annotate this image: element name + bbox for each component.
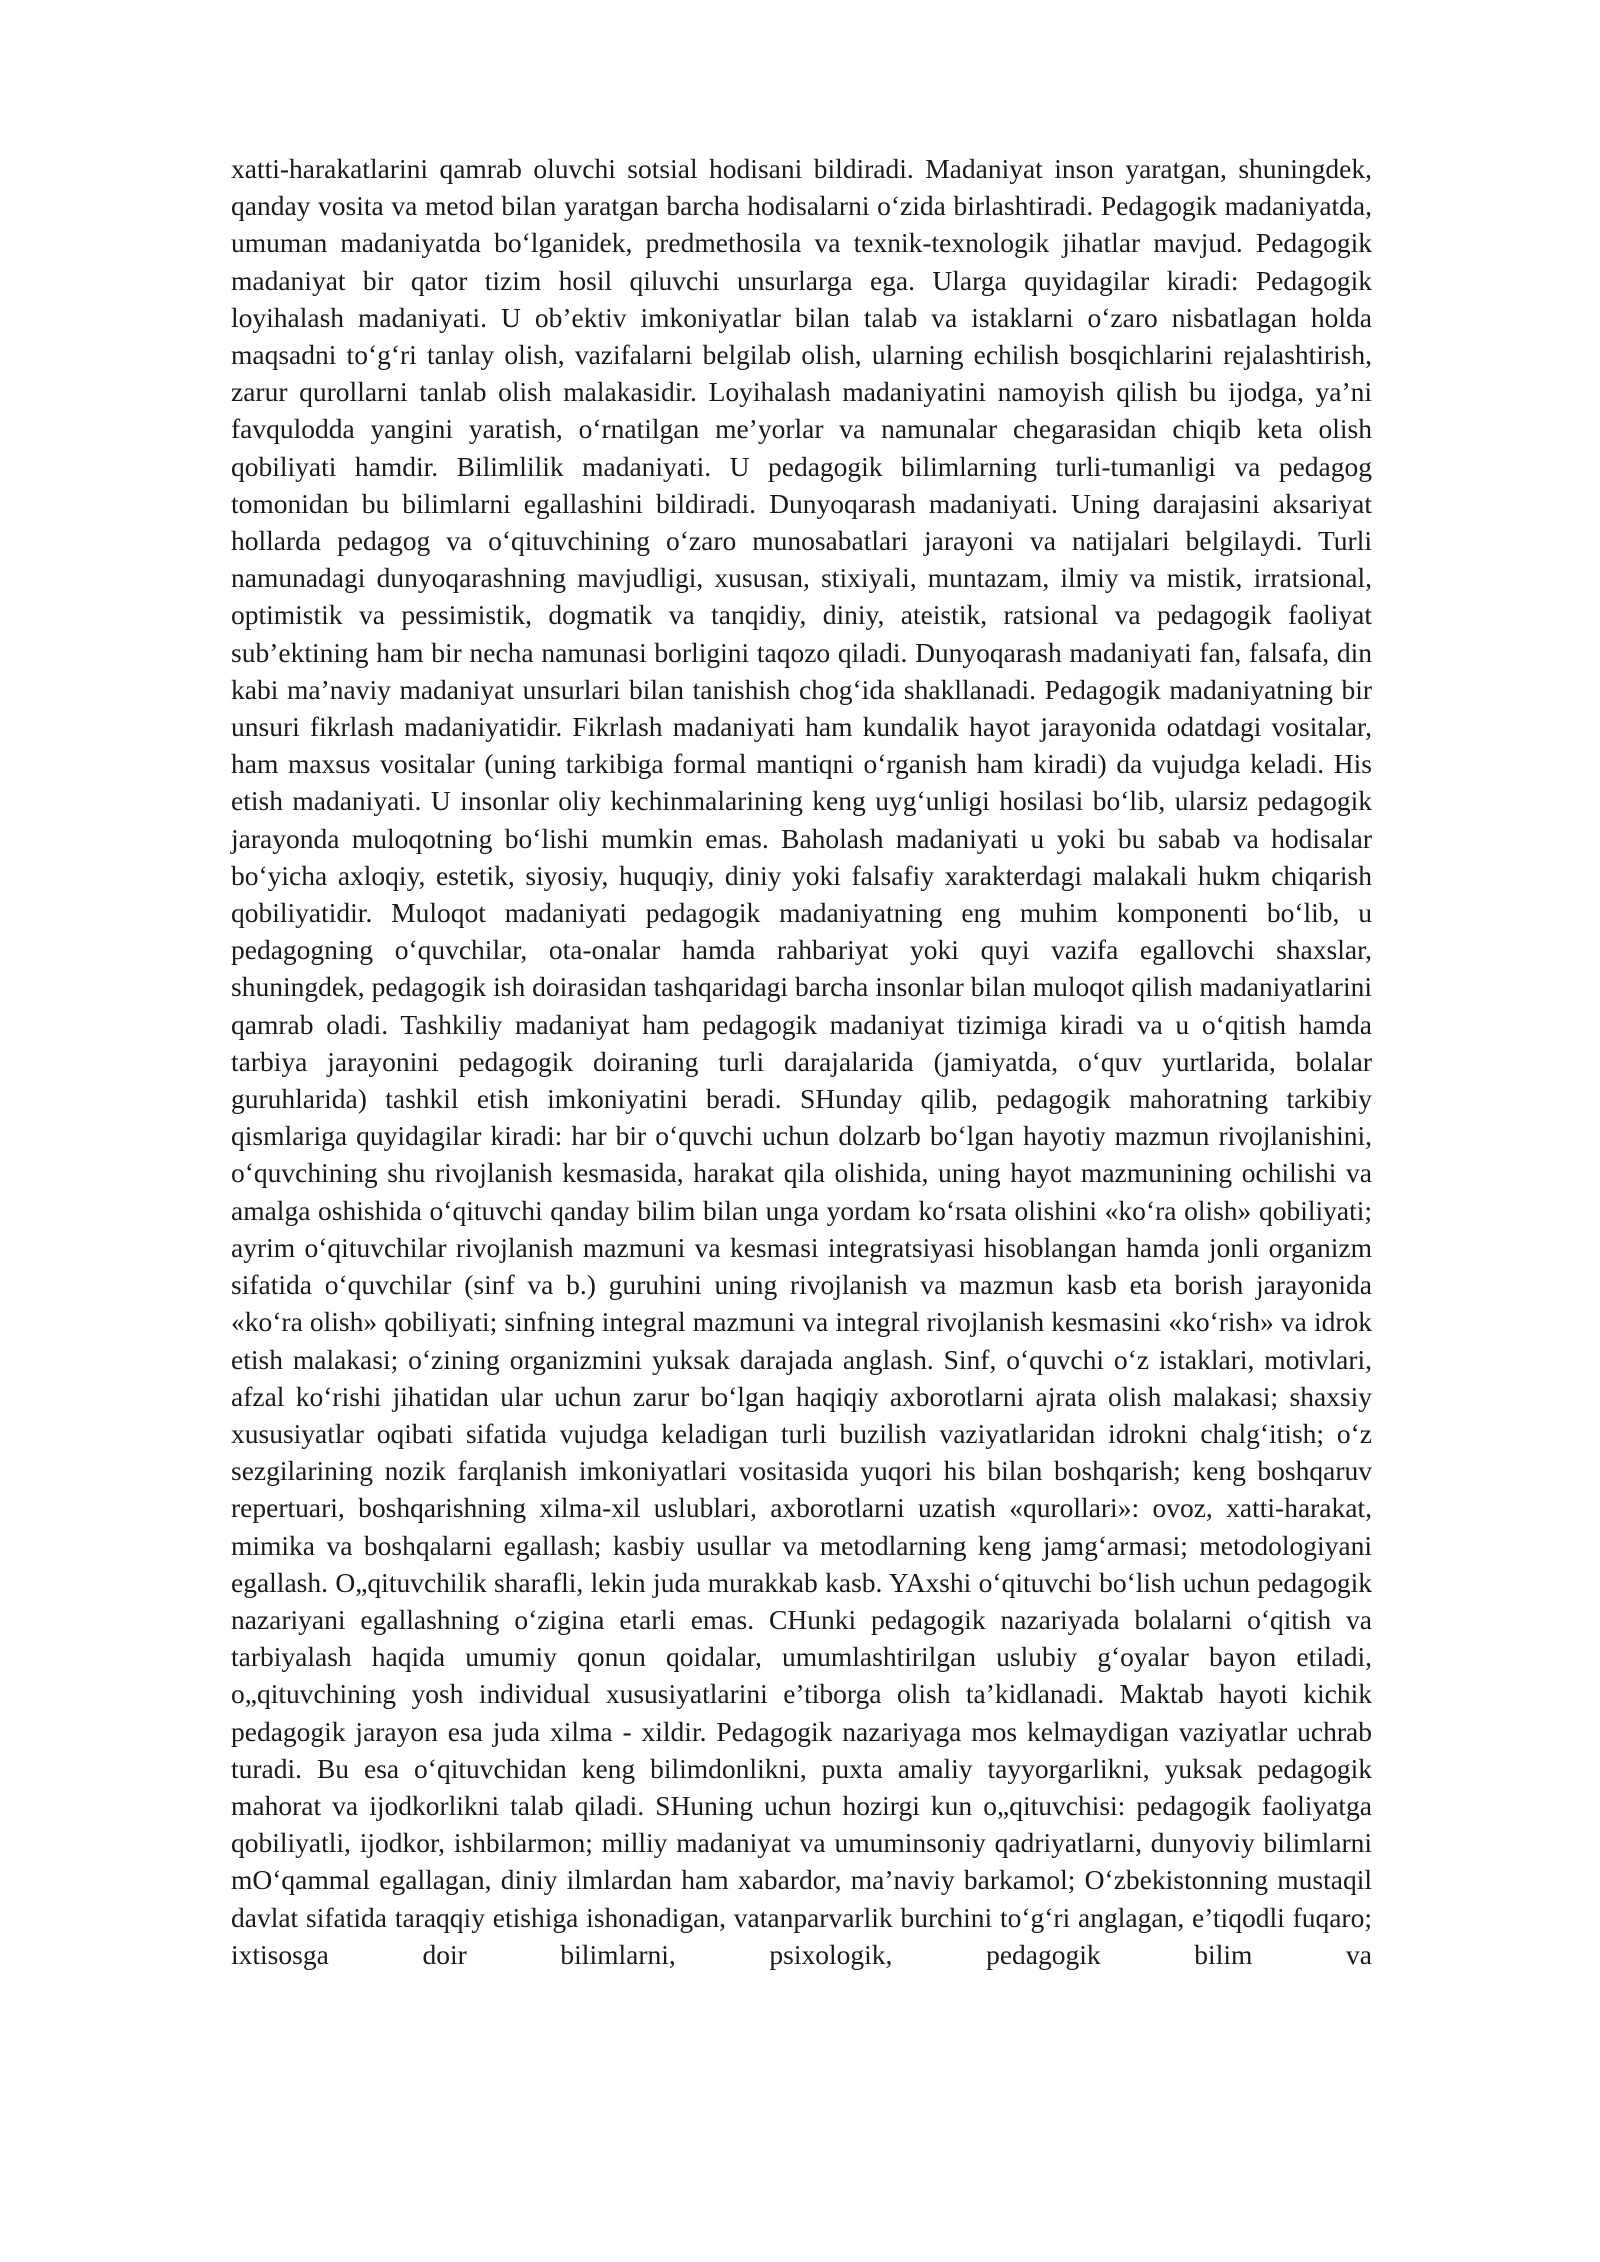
body-paragraph: xatti-harakatlarini qamrab oluvchi sotsial hodisani bildiradi. Madaniyat inson yaratgan, shuningdek, qanday vosita va metod bilan yaratgan barcha hodisalarni o‘zida birlashtiradi. Pedagogik madaniyatda, umuman madaniyatda bo‘lganidek, predmethosila va texnik-texnologik jihatlar mavjud. Pedagogik madaniyat bir qator tizim hosil qiluvchi unsurlarga ega. Ularga quyidagilar kiradi: Pedagogik loyihalash madaniyati. U ob’ektiv imkoniyatlar bilan talab va istaklarni o‘zaro nisbatlagan holda maqsadni to‘g‘ri tanlay olish, vazifalarni belgilab olish, ularning echilish bosqichlarini rejalashtirish, zarur qurollarni tanlab olish malakasidir. Loyihalash madaniyatini namoyish qilish bu ijodga, ya’ni favqulodda yangini yaratish, o‘rnatilgan me’yorlar va namunalar chegarasidan chiqib keta olish qobiliyati hamdir. Bilimlilik madaniyati. U pedagogik bilimlarning turli-tumanligi va pedagog tomonidan bu bilimlarni egallashini bildiradi. Dunyoqarash madaniyati. Uning darajasini aksariyat hollarda pedagog va o‘qituvchining o‘zaro munosabatlari jarayoni va natijalari belgilaydi. Turli namunadagi dunyoqarashning mavjudligi, xususan, stixiyali, muntazam, ilmiy va mistik, irratsional, optimistik va pessimistik, dogmatik va tanqidiy, diniy, ateistik, ratsional va pedagogik faoliyat sub’ektining ham bir necha namunasi borligini taqozo qiladi. Dunyoqarash madaniyati fan, falsafa, din kabi ma’naviy madaniyat unsurlari bilan tanishish chog‘ida shakllanadi. Pedagogik madaniyatning bir unsuri fikrlash madaniyatidir. Fikrlash madaniyati ham kundalik hayot jarayonida odatdagi vositalar, ham maxsus vositalar (uning tarkibiga formal mantiqni o‘rganish ham kiradi) da vujudga keladi. His etish madaniyati. U insonlar oliy kechinmalarining keng uyg‘unligi hosilasi bo‘lib, ularsiz pedagogik jarayonda muloqotning bo‘lishi mumkin emas. Baholash madaniyati u yoki bu sabab va hodisalar bo‘yicha axloqiy, estetik, siyosiy, huquqiy, diniy yoki falsafiy xarakterdagi malakali hukm chiqarish qobiliyatidir. Muloqot madaniyati pedagogik madaniyatning eng muhim komponenti bo‘lib, u pedagogning o‘quvchilar, ota-onalar hamda rahbariyat yoki quyi vazifa egallovchi shaxslar, shuningdek, pedagogik ish doirasidan tashqaridagi barcha insonlar bilan muloqot qilish madaniyatlarini qamrab oladi. Tashkiliy madaniyat ham pedagogik madaniyat tizimiga kiradi va u o‘qitish hamda tarbiya jarayonini pedagogik doiraning turli darajalarida (jamiyatda, o‘quv yurtlarida, bolalar guruhlarida) tashkil etish imkoniyatini beradi. SHunday qilib, pedagogik mahoratning tarkibiy qismlariga quyidagilar kiradi: har bir o‘quvchi uchun dolzarb bo‘lgan hayotiy mazmun rivojlanishini, o‘quvchining shu rivojlanish kesmasida, harakat qila olishida, uning hayot mazmunining ochilishi va amalga oshishida o‘qituvchi qanday bilim bilan unga yordam ko‘rsata olishini «ko‘ra olish» qobiliyati; ayrim o‘qituvchilar rivojlanish mazmuni va kesmasi integratsiyasi hisoblangan hamda jonli organizm sifatida o‘quvchilar (sinf va b.) guruhini uning rivojlanish va mazmun kasb eta borish jarayonida «ko‘ra olish» qobiliyati; sinfning integral mazmuni va integral rivojlanish kesmasini «ko‘rish» va idrok etish malakasi; o‘zining organizmini yuksak darajada anglash. Sinf, o‘quvchi o‘z istaklari, motivlari, afzal ko‘rishi jihatidan ular uchun zarur bo‘lgan haqiqiy axborotlarni ajrata olish malakasi; shaxsiy xususiyatlar oqibati sifatida vujudga keladigan turli buzilish vaziyatlaridan idrokni chalg‘itish; o‘z sezgilarining nozik farqlanish imkoniyatlari vositasida yuqori his bilan boshqarish; keng boshqaruv repertuari, boshqarishning xilma-xil uslublari, axborotlarni uzatish «qurollari»: ovoz, xatti-harakat, mimika va boshqalarni egallash; kasbiy usullar va metodlarning keng jamg‘armasi; metodologiyani egallash. O„qituvchilik sharafli, lekin juda murakkab kasb. YAxshi o‘qituvchi bo‘lish uchun pedagogik nazariyani egallashning o‘zigina etarli emas. CHunki pedagogik nazariyada bolalarni o‘qitish va tarbiyalash haqida umumiy qonun qoidalar, umumlashtirilgan uslubiy g‘oyalar bayon etiladi, o„qituvchining yosh individual xususiyatlarini e’tiborga olish ta’kidlanadi. Maktab hayoti kichik pedagogik jarayon esa juda xilma - xildir. Pedagogik nazariyaga mos kelmaydigan vaziyatlar uchrab turadi. Bu esa o‘qituvchidan keng bilimdonlikni, puxta amaliy tayyorgarlikni, yuksak pedagogik mahorat va ijodkorlikni talab qiladi. SHuning uchun hozirgi kun o„qituvchisi: pedagogik faoliyatga qobiliyatli, ijodkor, ishbilarmon; milliy madaniyat va umuminsoniy qadriyatlarni, dunyoviy bilimlarni mO‘qammal egallagan, diniy ilmlardan ham xabardor, ma’naviy barkamol; O‘zbekistonning mustaqil davlat sifatida taraqqiy etishiga ishonadigan, vatanparvarlik burchini to‘g‘ri anglagan, e’tiqodli fuqaro; ixtisosga doir bilimlarni, psixologik, pedagogik bilim va (231, 153, 1372, 1970)
